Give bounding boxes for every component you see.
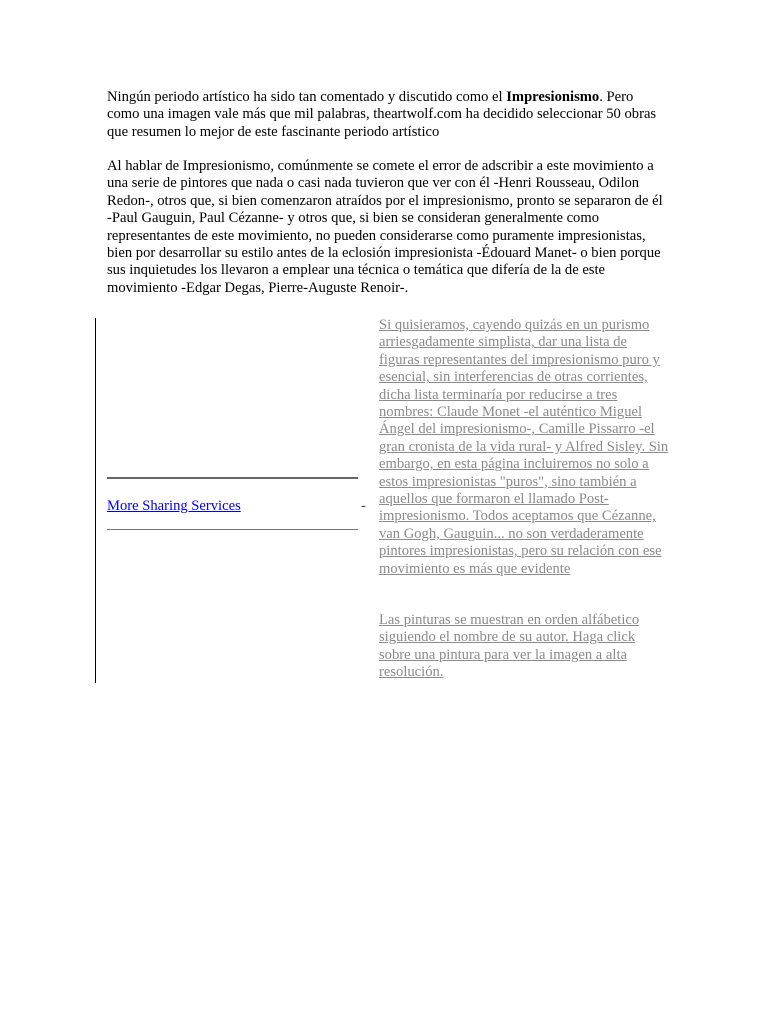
- intro-paragraph: [107, 89, 667, 141]
- side-link-paragraph-2[interactable]: Las pinturas se muestran en orden alfábetico siguiendo el nombre de su autor. Haga click sobre una pintura para ver la imagen a alta resolución.: [379, 612, 640, 681]
- sharing-top-rule: [107, 477, 358, 479]
- intro-bold-term: Impresionismo: [506, 89, 600, 105]
- intro-text-after: . Pero como una imagen vale más que mil palabras, theartwolf.com ha decidido seleccionar 50 obras que resumen lo mejor de este fascinante periodo artístico: [107, 89, 657, 140]
- body-paragraph: Al hablar de Impresionismo, comúnmente se comete el error de adscribir a este movimiento a una serie de pintores que nada o casi nada tuvieron que ver con él -Henri Rousseau, Odilon Redon-, otros que, si bien comenzaron atraídos por el impresionismo, pronto se separaron de él -Paul Gauguin, Paul Cézanne- y otros que, si bien se consideran generalmente como representantes de este movimiento, no pueden considerarse como puramente impresionistas, bien por desarrollar su estilo antes de la eclosión impresionista -Édouard Manet- o bien porque sus inquietudes los llevaron a emplear una técnica o temática que difería de la de este movimiento -Edgar Degas, Pierre-Auguste Renoir-.: [107, 158, 663, 296]
- side-link-paragraph-1[interactable]: Si quisieramos, cayendo quizás en un purismo arriesgadamente simplista, dar una lista de figuras representantes del impresionismo puro y esencial, sin interferencias de otras corrientes, dicha lista terminaría por reducirse a tres nombres: Claude Monet -el auténtico Miguel Ángel del impresionismo-, Camille Pissarro -el gran cronista de la vida rural- y Alfred Sisley. Sin embargo, en esta página incluiremos no solo a estos impresionistas "puros", sino también a aquellos que formaron el llamado Post-impresionismo. Todos aceptamos que Cézanne, van Gogh, Gauguin... no son verdaderamente pintores impresionistas, pero su relación con ese movimiento es más que evidente: [379, 317, 669, 577]
- sharing-separator: -: [361, 498, 366, 514]
- vertical-divider: [95, 318, 96, 683]
- sharing-bottom-rule: [107, 529, 358, 530]
- more-sharing-services-link[interactable]: More Sharing Services: [107, 498, 241, 514]
- intro-text-before: Ningún periodo artístico ha sido tan comentado y discutido como el: [107, 89, 507, 105]
